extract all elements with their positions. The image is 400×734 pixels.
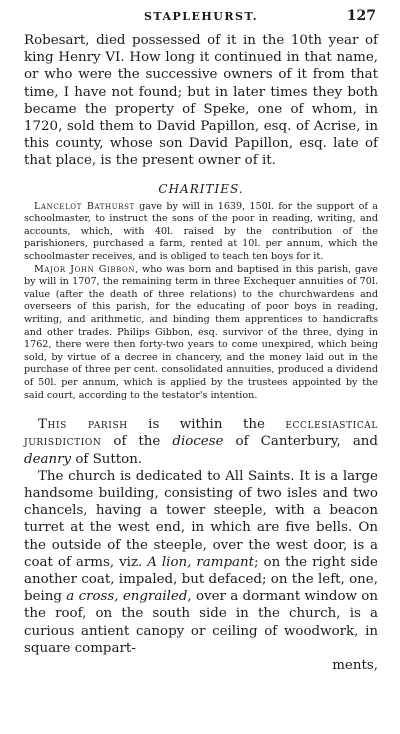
text-run: of Canterbury, and xyxy=(223,434,379,450)
page-number: 127 xyxy=(346,8,376,24)
text-run: is within the xyxy=(127,417,286,433)
section-lead: This parish xyxy=(38,417,128,433)
jurisdiction-paragraph xyxy=(24,416,378,468)
italic-blazon: a cross, engrailed xyxy=(66,589,188,605)
text-run: of the xyxy=(101,434,173,450)
charity-text: , who was born and baptised in this parish, gave by will in 1707, the remaining term in three Exchequer annuities of 70l. value (after the death of three relations) to the churchwardens and overseers of this parish, for the educating of poor boys in reading, writing, and arithmetic, and binding them apprentices to handicrafts and other trades. Philips Gibbon, esq. survivor of the three, dying in 1762, there were then forty-two years to come unexpired, which being sold, by virtue of a decree in chancery, and the money laid out in the purchase of three per cent. consolidated annuities, produced a dividend of 50l. per annum, which is applied by the trustees appointed by the said court, according to the testator's intention. xyxy=(24,263,378,401)
italic-blazon: A lion, rampant xyxy=(147,554,255,570)
running-head xyxy=(24,10,378,32)
italic-term: diocese xyxy=(172,434,224,450)
charity-entry-bathurst xyxy=(24,201,378,264)
small-caps-term: ecclesiastical jurisdiction xyxy=(24,417,378,450)
text-run: of Sutton. xyxy=(71,451,143,467)
charities-heading: CHARITIES. xyxy=(158,181,244,196)
charity-text: gave by will in 1639, 150l. for the support of a schoolmaster, to instruct the sons of the poor in reading, writing, and accounts, which, with 40l. raised by the contribution of the parishioners, purchased a farm, rented at 10l. per annum, which the schoolmaster receives, and is obliged to teach ten boys for it. xyxy=(24,200,378,262)
opening-paragraph: Robesart, died possessed of it in the 10th year of king Henry VI. How long it continued in that name, or who were the successive owners of it from that time, I have not found; but in later times they both became the property of Speke, one of whom, in 1720, sold them to David Papillon, esq. of Acrise, in this county, whose son David Papillon, esq. late of that place, is the present owner of it. xyxy=(24,33,378,169)
church-paragraph xyxy=(24,468,378,657)
benefactor-name: Lancelot Bathurst xyxy=(34,200,135,212)
charity-entry-gibbon xyxy=(24,264,378,403)
benefactor-name: Major John Gibbon xyxy=(34,263,136,275)
text-run: ; on the right side another coat, impaled, but defaced; on the left, one, being xyxy=(24,554,378,605)
text-run: , over a dormant window on the roof, on the south side in the church, is a curious antient canopy or ceiling of woodwork, in square compart- xyxy=(24,589,378,656)
text-run: The church is dedicated to All Saints. It is a large handsome building, consisting of two isles and two chancels, having a tower steeple, with a beacon turret at the west end, in which are five bells. On the outside of the steeple, over the west door, is a coat of arms, viz. xyxy=(24,468,378,570)
running-title: STAPLEHURST. xyxy=(143,10,259,23)
italic-term: deanry xyxy=(24,451,72,467)
catchword: ments, xyxy=(332,657,378,673)
